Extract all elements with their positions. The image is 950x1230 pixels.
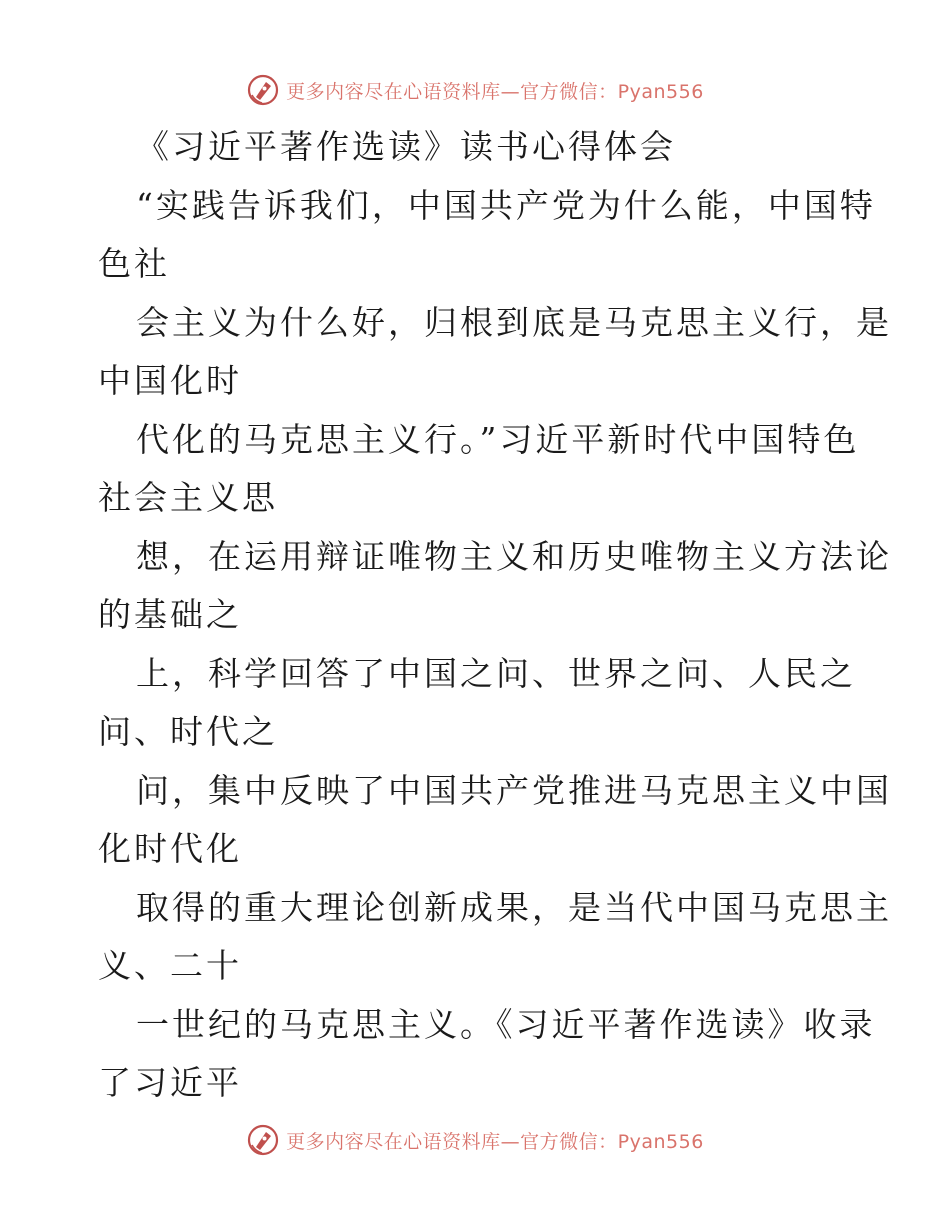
pen-nib-logo-icon: [246, 73, 280, 107]
text-line: 社会主义思: [98, 478, 278, 517]
text-line: 义、二十: [98, 946, 242, 985]
text-line: 了习近平: [98, 1063, 242, 1102]
footer-watermark: [0, 1120, 950, 1160]
text-line: 上，科学回答了中国之问、世界之问、人民之: [136, 653, 856, 693]
pen-nib-logo-icon: [246, 1123, 280, 1157]
text-line: 会主义为什么好，归根到底是马克思主义行，是: [136, 302, 892, 342]
text-line: 的基础之: [98, 595, 242, 634]
text-line: 中国化时: [98, 361, 242, 400]
text-line: 代化的马克思主义行。”习近平新时代中国特色: [136, 419, 860, 459]
header-watermark: [0, 70, 950, 110]
text-line: 色社: [98, 244, 170, 283]
document-title: 《习近平著作选读》读书心得体会: [136, 127, 676, 166]
watermark-text: 更多内容尽在心语资料库—官方微信：Pyan556: [286, 1130, 704, 1153]
text-line: 一世纪的马克思主义。《习近平著作选读》收录: [136, 1004, 876, 1044]
watermark-text: 更多内容尽在心语资料库—官方微信：Pyan556: [286, 80, 704, 103]
text-line: 化时代化: [98, 829, 242, 868]
text-line: 想，在运用辩证唯物主义和历史唯物主义方法论: [136, 536, 892, 576]
document-body: [98, 118, 892, 1113]
text-line: 取得的重大理论创新成果，是当代中国马克思主: [136, 887, 892, 927]
text-line: 问、时代之: [98, 712, 278, 751]
text-line: 问，集中反映了中国共产党推进马克思主义中国: [136, 770, 892, 810]
text-line: “实践告诉我们，中国共产党为什么能，中国特: [136, 185, 876, 225]
